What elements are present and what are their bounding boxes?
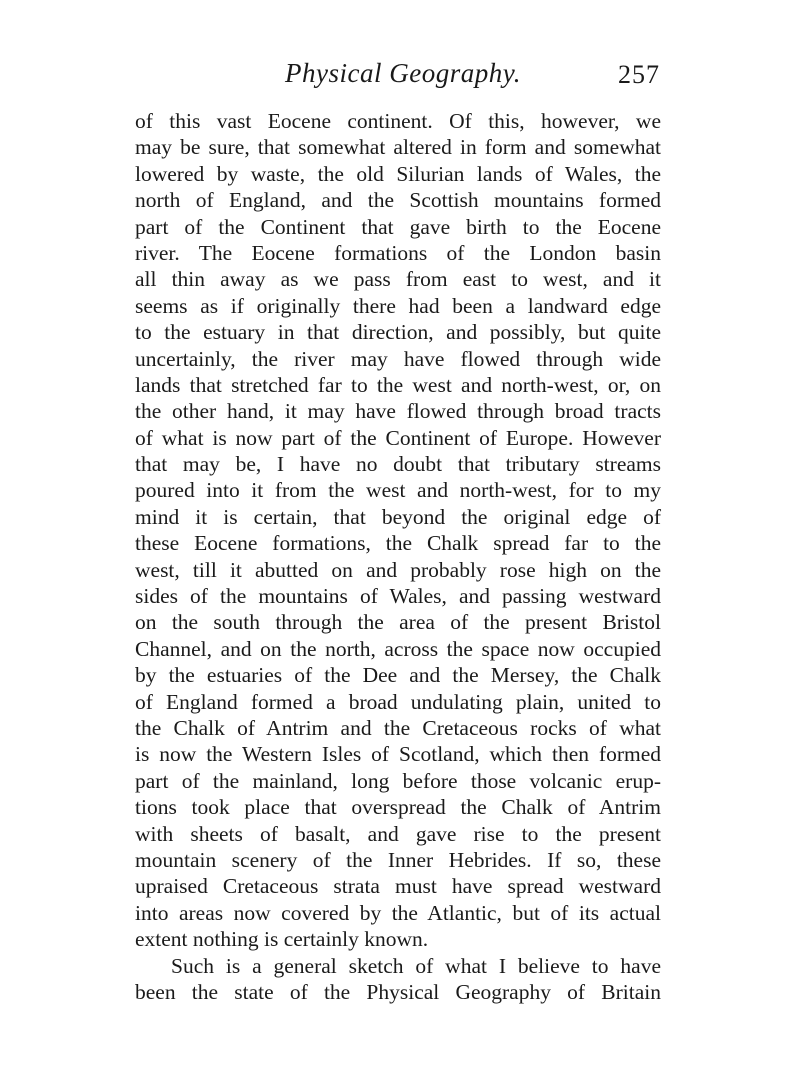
- text-line: Channel, and on the north, across the space now occupied: [135, 636, 661, 661]
- text-line: into areas now covered by the Atlantic, but of its actual: [135, 900, 661, 925]
- text-line: mountain scenery of the Inner Hebrides. If so, these: [135, 847, 661, 872]
- text-line: may be sure, that somewhat altered in form and somewhat: [135, 135, 661, 160]
- text-line: poured into it from the west and north-west, for to my: [135, 478, 661, 503]
- text-line: tions took place that overspread the Chalk of Antrim: [135, 795, 661, 820]
- text-line: on the south through the area of the present Bristol: [135, 610, 661, 635]
- text-line: river. The Eocene formations of the London basin: [135, 240, 661, 265]
- text-line: to the estuary in that direction, and possibly, but quite: [135, 320, 661, 345]
- paragraph-start-line: Such is a general sketch of what I believe to have: [171, 953, 661, 978]
- text-line: mind it is certain, that beyond the original edge of: [135, 504, 661, 529]
- text-line: of England formed a broad undulating plain, united to: [135, 689, 661, 714]
- text-line: by the estuaries of the Dee and the Mersey, the Chalk: [135, 663, 661, 688]
- text-line: lowered by waste, the old Silurian lands of Wales, the: [135, 161, 661, 186]
- text-line: is now the Western Isles of Scotland, which then formed: [135, 742, 661, 767]
- text-line: the other hand, it may have flowed through broad tracts: [135, 399, 661, 424]
- text-line: upraised Cretaceous strata must have spread westward: [135, 874, 661, 899]
- text-line: that may be, I have no doubt that tributary streams: [135, 452, 661, 477]
- text-line: uncertainly, the river may have flowed through wide: [135, 346, 661, 371]
- text-line: the Chalk of Antrim and the Cretaceous rocks of what: [135, 715, 661, 740]
- text-line: lands that stretched far to the west and north-west, or, on: [135, 372, 661, 397]
- text-line: sides of the mountains of Wales, and passing westward: [135, 584, 661, 609]
- text-line: part of the mainland, long before those volcanic erup-: [135, 768, 661, 793]
- text-line: seems as if originally there had been a landward edge: [135, 293, 661, 318]
- running-head: [135, 58, 660, 98]
- text-line: been the state of the Physical Geography of Britain: [135, 979, 661, 1004]
- text-line: west, till it abutted on and probably rose high on the: [135, 557, 661, 582]
- text-line: of what is now part of the Continent of Europe. However: [135, 425, 661, 450]
- page-number: 257: [618, 60, 660, 89]
- body-text: [135, 108, 661, 1005]
- text-line: part of the Continent that gave birth to the Eocene: [135, 214, 661, 239]
- text-line: these Eocene formations, the Chalk spread far to the: [135, 531, 661, 556]
- text-line: north of England, and the Scottish mountains formed: [135, 188, 661, 213]
- text-line: all thin away as we pass from east to west, and it: [135, 267, 661, 292]
- running-title: Physical Geography.: [285, 58, 521, 88]
- paragraph-end-line: extent nothing is certainly known.: [135, 927, 429, 952]
- text-line: of this vast Eocene continent. Of this, however, we: [135, 109, 661, 133]
- text-line: with sheets of basalt, and gave rise to the present: [135, 821, 661, 846]
